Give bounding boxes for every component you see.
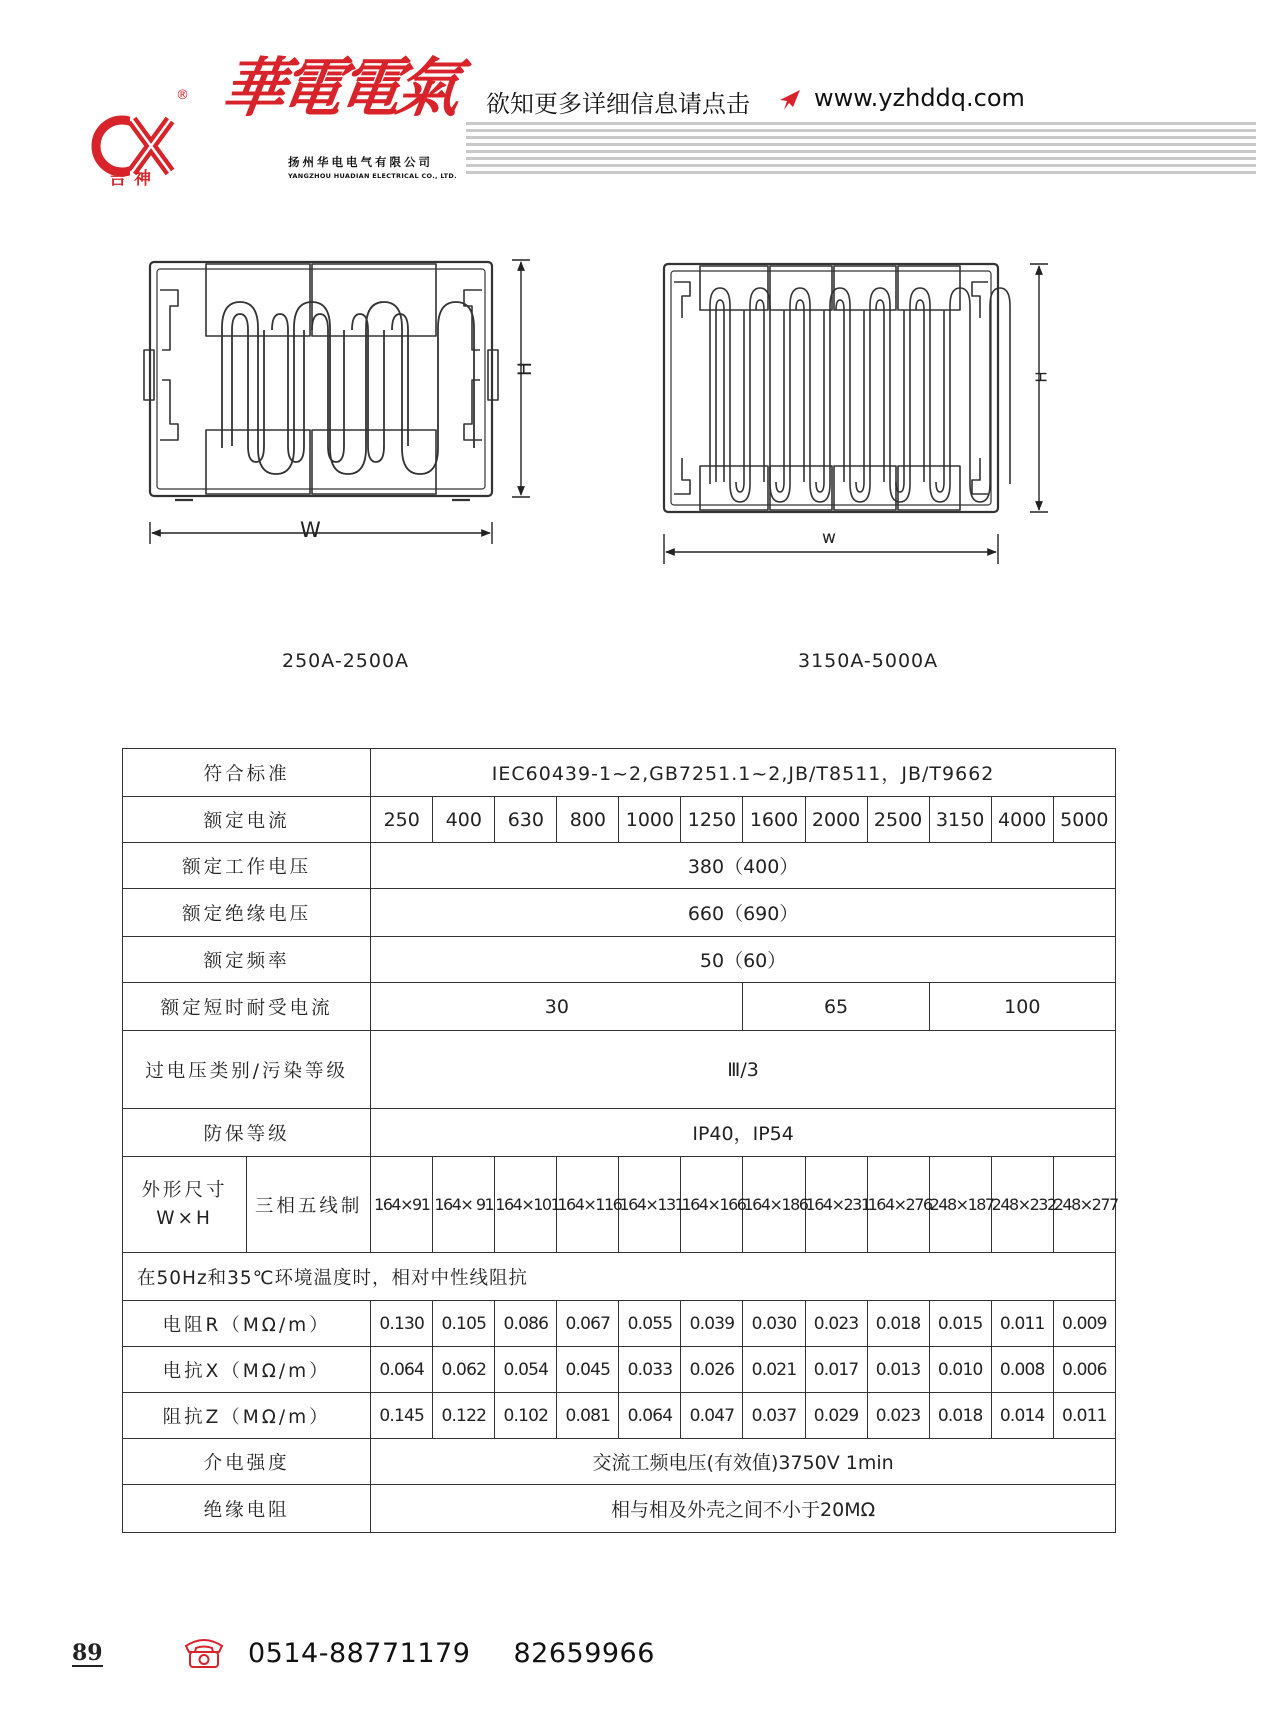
short-time-current-label: 额定短时耐受电流 — [123, 983, 371, 1031]
rated-current-cell: 250 — [371, 797, 433, 843]
reactance-cell: 0.008 — [991, 1347, 1053, 1393]
overvoltage-label: 过电压类别/污染等级 — [123, 1031, 371, 1109]
resistance-cell: 0.030 — [743, 1301, 805, 1347]
header-stripes — [466, 120, 1256, 182]
resistance-label: 电阻R（MΩ/m） — [123, 1301, 371, 1347]
impedance-label: 阻抗Z（MΩ/m） — [123, 1393, 371, 1439]
width-mark-right: w — [822, 528, 836, 548]
dimension-cell: 164× 91 — [433, 1157, 495, 1253]
resistance-cell: 0.086 — [495, 1301, 557, 1347]
insulation-resistance-label: 绝缘电阻 — [123, 1485, 371, 1533]
dimension-cell: 164×166 — [681, 1157, 743, 1253]
impedance-cell: 0.014 — [991, 1393, 1053, 1439]
dimensions-label-line1: 外形尺寸 — [141, 1179, 228, 1201]
resistance-cell: 0.130 — [371, 1301, 433, 1347]
impedance-cell: 0.081 — [557, 1393, 619, 1439]
row-protection — [123, 1109, 1116, 1157]
dimension-cell: 248×187 — [929, 1157, 991, 1253]
telephone-icon — [182, 1636, 226, 1670]
rated-current-cell: 630 — [495, 797, 557, 843]
impedance-note: 在50Hz和35℃环境温度时，相对中性线阻抗 — [123, 1253, 1116, 1301]
rated-current-cell: 800 — [557, 797, 619, 843]
reactance-cell: 0.064 — [371, 1347, 433, 1393]
protection-value: IP40，IP54 — [371, 1109, 1116, 1157]
impedance-cell: 0.018 — [929, 1393, 991, 1439]
insulation-resistance-value: 相与相及外壳之间不小于20MΩ — [371, 1485, 1116, 1533]
row-dielectric — [123, 1439, 1116, 1485]
section-250a-2500a — [144, 262, 498, 500]
rated-current-cell: 2500 — [867, 797, 929, 843]
resistance-cell: 0.018 — [867, 1301, 929, 1347]
short-time-current-cell: 100 — [929, 983, 1115, 1031]
reactance-cell: 0.045 — [557, 1347, 619, 1393]
height-mark-left: H — [514, 361, 537, 377]
company-name-cn: 扬州华电电气有限公司 — [288, 155, 433, 169]
impedance-cell: 0.122 — [433, 1393, 495, 1439]
short-time-current-cell: 65 — [743, 983, 929, 1031]
dimension-cell: 164×101 — [495, 1157, 557, 1253]
dimensions-label — [123, 1157, 247, 1253]
impedance-cell: 0.023 — [867, 1393, 929, 1439]
rated-current-cell: 3150 — [929, 797, 991, 843]
rated-current-cell: 2000 — [805, 797, 867, 843]
dimension-cell: 164×231 — [805, 1157, 867, 1253]
dimensions-label-line2: W×H — [156, 1207, 213, 1229]
standard-value: IEC60439-1~2,GB7251.1~2,JB/T8511，JB/T9662 — [371, 749, 1116, 797]
dimension-cell: 164×91 — [371, 1157, 433, 1253]
resistance-cell: 0.023 — [805, 1301, 867, 1347]
frequency-label: 额定频率 — [123, 937, 371, 983]
dimensions-sub-label: 三相五线制 — [247, 1157, 371, 1253]
phone-number-2[interactable]: 82659966 — [513, 1638, 655, 1669]
reactance-cell: 0.054 — [495, 1347, 557, 1393]
arrow-pointer-icon — [776, 88, 802, 112]
height-mark-right: H — [1032, 371, 1051, 383]
impedance-cell: 0.102 — [495, 1393, 557, 1439]
row-overvoltage — [123, 1031, 1116, 1109]
figure-label-right: 3150A-5000A — [798, 650, 939, 672]
dielectric-label: 介电强度 — [123, 1439, 371, 1485]
row-insulation-resistance — [123, 1485, 1116, 1533]
rated-current-cell: 400 — [433, 797, 495, 843]
figure-label-left: 250A-2500A — [282, 650, 410, 672]
row-rated-current — [123, 797, 1116, 843]
protection-label: 防保等级 — [123, 1109, 371, 1157]
row-insulation-voltage — [123, 889, 1116, 937]
dimension-cell: 164×276 — [867, 1157, 929, 1253]
phone-number-1[interactable]: 0514-88771179 — [248, 1638, 471, 1669]
rated-current-cell: 1250 — [681, 797, 743, 843]
reactance-cell: 0.017 — [805, 1347, 867, 1393]
impedance-cell: 0.011 — [1053, 1393, 1115, 1439]
impedance-cell: 0.029 — [805, 1393, 867, 1439]
insulation-voltage-label: 额定绝缘电压 — [123, 889, 371, 937]
row-resistance — [123, 1301, 1116, 1347]
rated-current-cell: 1000 — [619, 797, 681, 843]
row-dimensions — [123, 1157, 1116, 1253]
row-impedance — [123, 1393, 1116, 1439]
reactance-cell: 0.010 — [929, 1347, 991, 1393]
contact-phones — [248, 1638, 689, 1669]
frequency-value: 50（60） — [371, 937, 1116, 983]
impedance-cell: 0.145 — [371, 1393, 433, 1439]
resistance-cell: 0.015 — [929, 1301, 991, 1347]
row-impedance-note — [123, 1253, 1116, 1301]
website-link[interactable]: www.yzhddq.com — [814, 84, 1025, 112]
dimension-cell: 164×131 — [619, 1157, 681, 1253]
logo-sub-text: 吉神 — [109, 169, 159, 189]
dimension-cell: 164×116 — [557, 1157, 619, 1253]
row-short-time-current — [123, 983, 1116, 1031]
page-number: 89 — [72, 1640, 103, 1666]
reactance-cell: 0.013 — [867, 1347, 929, 1393]
resistance-cell: 0.009 — [1053, 1301, 1115, 1347]
short-time-current-cell: 30 — [371, 983, 743, 1031]
section-3150a-5000a — [664, 264, 1010, 512]
working-voltage-label: 额定工作电压 — [123, 843, 371, 889]
header-cta-text: 欲知更多详细信息请点击 — [486, 90, 750, 118]
reactance-cell: 0.062 — [433, 1347, 495, 1393]
reactance-cell: 0.021 — [743, 1347, 805, 1393]
resistance-cell: 0.011 — [991, 1301, 1053, 1347]
dimension-cell: 248×277 — [1053, 1157, 1115, 1253]
reactance-cell: 0.033 — [619, 1347, 681, 1393]
rated-current-cell: 5000 — [1053, 797, 1115, 843]
row-frequency — [123, 937, 1116, 983]
working-voltage-value: 380（400） — [371, 843, 1116, 889]
reactance-cell: 0.026 — [681, 1347, 743, 1393]
impedance-cell: 0.047 — [681, 1393, 743, 1439]
resistance-cell: 0.055 — [619, 1301, 681, 1347]
resistance-cell: 0.039 — [681, 1301, 743, 1347]
row-standard — [123, 749, 1116, 797]
rated-current-cell: 1600 — [743, 797, 805, 843]
dimension-cell: 164×186 — [743, 1157, 805, 1253]
impedance-cell: 0.064 — [619, 1393, 681, 1439]
company-name-en: YANGZHOU HUADIAN ELECTRICAL CO., LTD. — [288, 172, 457, 180]
impedance-cell: 0.037 — [743, 1393, 805, 1439]
resistance-cell: 0.067 — [557, 1301, 619, 1347]
width-mark-left: W — [300, 518, 321, 542]
reactance-cell: 0.006 — [1053, 1347, 1115, 1393]
dimension-cell: 248×232 — [991, 1157, 1053, 1253]
reactance-label: 电抗X（MΩ/m） — [123, 1347, 371, 1393]
row-working-voltage — [123, 843, 1116, 889]
spec-table — [122, 748, 1116, 1533]
brand-calligraphy: 華電電氣 — [216, 51, 460, 126]
registered-mark: ® — [176, 88, 189, 103]
resistance-cell: 0.105 — [433, 1301, 495, 1347]
row-reactance — [123, 1347, 1116, 1393]
insulation-voltage-value: 660（690） — [371, 889, 1116, 937]
standard-label: 符合标准 — [123, 749, 371, 797]
overvoltage-value: Ⅲ/3 — [371, 1031, 1116, 1109]
dielectric-value: 交流工频电压(有效值)3750V 1min — [371, 1439, 1116, 1485]
rated-current-label: 额定电流 — [123, 797, 371, 843]
rated-current-cell: 4000 — [991, 797, 1053, 843]
